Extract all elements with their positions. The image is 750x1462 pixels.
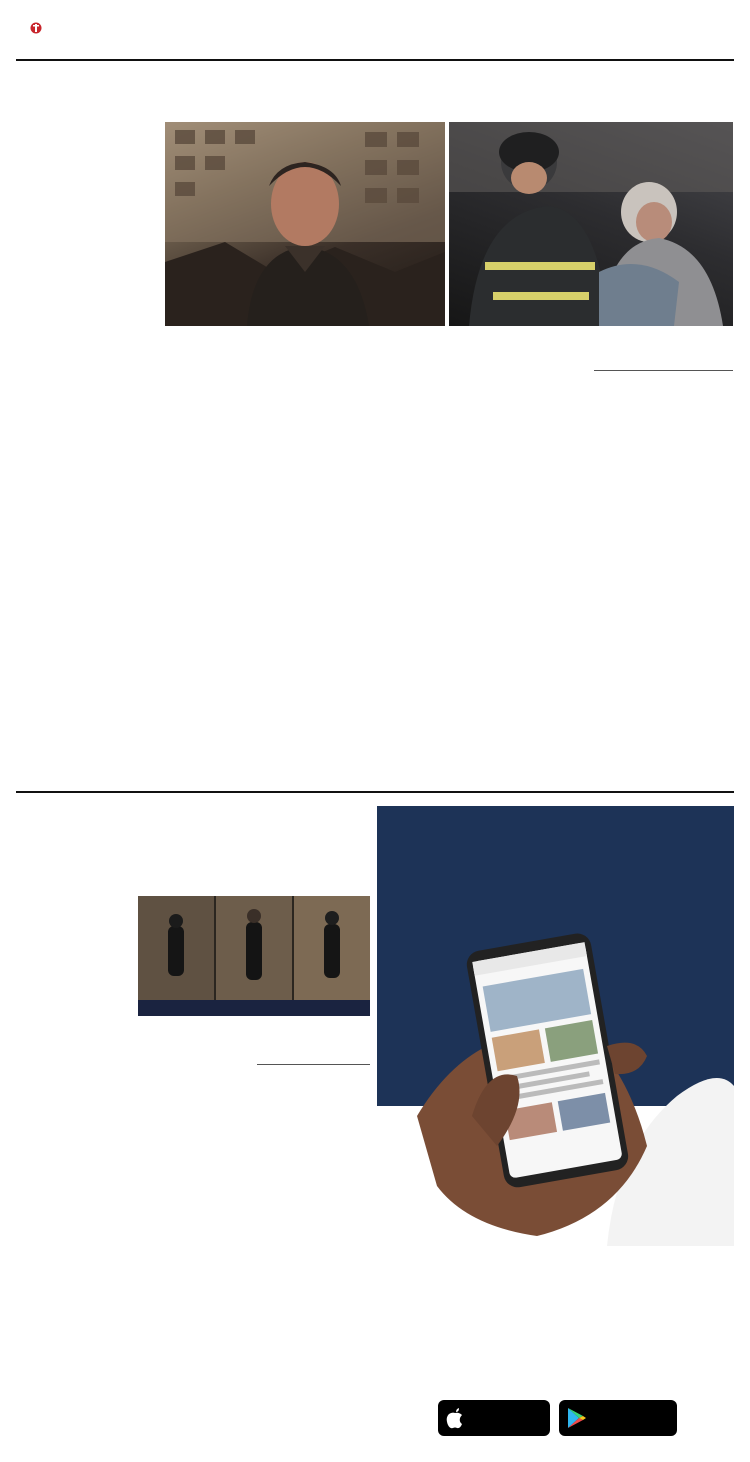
- surveillance-image: [138, 896, 370, 1016]
- google-play-icon: [565, 1406, 587, 1430]
- story-divider: [16, 791, 734, 793]
- app-store-badge[interactable]: [438, 1400, 550, 1436]
- tribune-logo-icon: [30, 22, 42, 34]
- story2-column-1: [20, 920, 133, 1448]
- tribune-app-ad[interactable]: [377, 806, 734, 1456]
- building-rubble-image: [165, 122, 445, 326]
- story2-source: [257, 1064, 370, 1067]
- story1-column-4: [451, 366, 589, 784]
- firefighter-image: [449, 122, 733, 326]
- masthead-logo[interactable]: [30, 21, 210, 35]
- surveillance-photo: [138, 896, 370, 1016]
- story1-column-2: [165, 366, 302, 784]
- hand-holding-phone-image: [377, 916, 734, 1246]
- story1-source: [594, 370, 733, 373]
- ukraine-resident-photo: [165, 122, 445, 326]
- apple-icon: [444, 1406, 466, 1430]
- google-play-badge[interactable]: [559, 1400, 677, 1436]
- story2-column-2: [138, 1060, 252, 1448]
- story2-column-3: [257, 1060, 370, 1448]
- header-rule: [16, 59, 734, 61]
- firefighter-hug-photo: [449, 122, 733, 326]
- story1-column-5: [594, 366, 733, 784]
- story1-column-1: [20, 154, 160, 784]
- story1-column-3: [307, 366, 445, 784]
